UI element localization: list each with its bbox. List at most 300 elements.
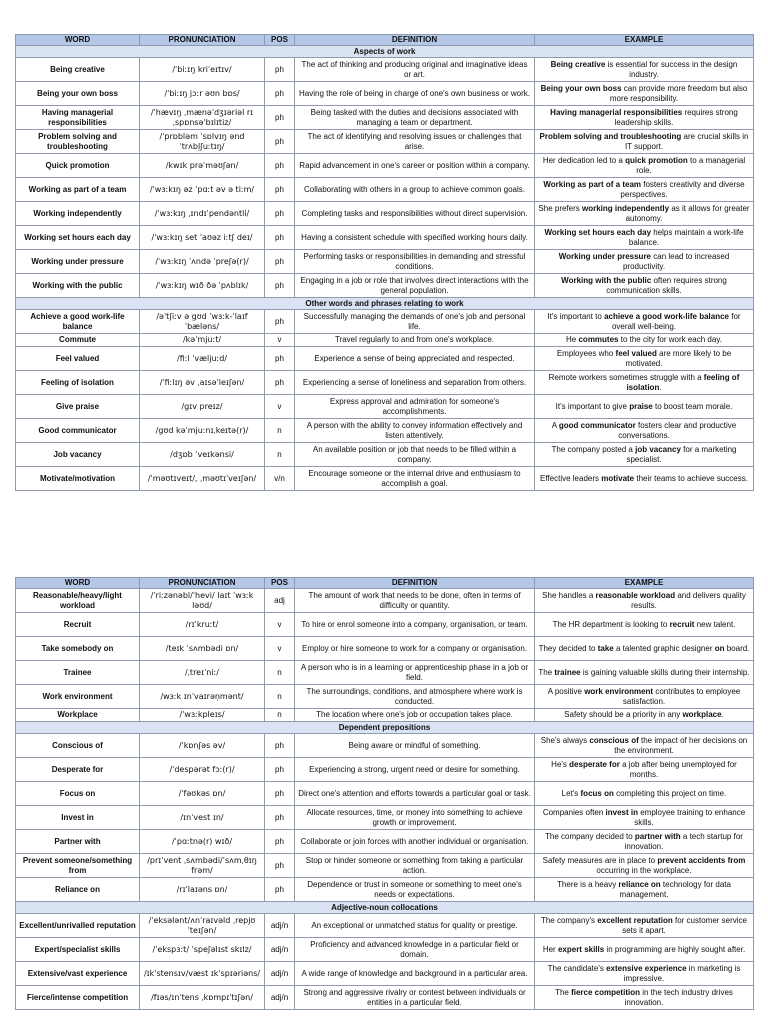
- example-text: The company decided to: [545, 831, 635, 841]
- definition-cell: Completing tasks and responsibilities without direct supervision.: [295, 202, 535, 226]
- word-cell: Working under pressure: [16, 250, 140, 274]
- definition-cell: To hire or enrol someone into a company, organisation, or team.: [295, 613, 535, 637]
- example-cell: [535, 347, 754, 371]
- word-cell: Working with the public: [16, 274, 140, 298]
- pronunciation-cell: /ˈeksələnt/ʌnˈraɪvəld ˌrepjʊˈteɪʃən/: [140, 914, 265, 938]
- column-header: PRONUNCIATION: [140, 578, 265, 589]
- example-cell: [535, 202, 754, 226]
- vocab-row: [16, 938, 754, 962]
- example-text: a job after being unemployed for months.: [619, 759, 737, 779]
- pos-cell: ph: [265, 854, 295, 878]
- vocab-row: [16, 395, 754, 419]
- definition-cell: The act of identifying and resolving issues or challenges that arise.: [295, 130, 535, 154]
- example-text: for a marketing specialist.: [626, 444, 737, 464]
- section-header-row: [16, 722, 754, 734]
- definition-cell: Travel regularly to and from one's workplace.: [295, 334, 535, 347]
- pronunciation-cell: /ˈwɜːkpleɪs/: [140, 709, 265, 722]
- example-highlight: Problem solving and troubleshooting: [539, 131, 682, 141]
- definition-cell: The surroundings, conditions, and atmosphere where work is conducted.: [295, 685, 535, 709]
- example-text: for customer service sets it apart.: [622, 915, 748, 935]
- column-header: DEFINITION: [295, 578, 535, 589]
- example-text: The HR department is looking to: [552, 619, 670, 629]
- example-cell: [535, 613, 754, 637]
- example-text: The company posted a: [551, 444, 636, 454]
- example-cell: [535, 467, 754, 491]
- pronunciation-cell: /ɪkˈstensɪv/væst ɪkˈspɪəriəns/: [140, 962, 265, 986]
- example-cell: [535, 154, 754, 178]
- example-text: A: [551, 420, 559, 430]
- example-highlight: partner with: [634, 831, 681, 841]
- pos-cell: adj/n: [265, 986, 295, 1010]
- example-highlight: focus on: [580, 788, 614, 798]
- pronunciation-cell: /ˈpɑːtnə(r) wɪð/: [140, 830, 265, 854]
- word-cell: Good communicator: [16, 419, 140, 443]
- example-text: helps maintain a work-life balance.: [628, 227, 744, 247]
- section-title: Adjective-noun collocations: [16, 902, 754, 914]
- pronunciation-cell: /rɪˈlaɪəns ɒn/: [140, 878, 265, 902]
- example-cell: [535, 806, 754, 830]
- example-text: Her: [542, 944, 558, 954]
- example-highlight: expert skills: [557, 944, 605, 954]
- word-cell: Motivate/motivation: [16, 467, 140, 491]
- word-cell: Having managerial responsibilities: [16, 106, 140, 130]
- column-header: WORD: [16, 35, 140, 46]
- example-text: Her dedication led to a: [542, 155, 626, 165]
- definition-cell: Stop or hinder someone or something from taking a particular action.: [295, 854, 535, 878]
- column-header: EXAMPLE: [535, 35, 754, 46]
- pronunciation-cell: /ɪnˈvest ɪn/: [140, 806, 265, 830]
- example-text: They decided to: [538, 643, 598, 653]
- column-header: POS: [265, 578, 295, 589]
- example-highlight: praise: [629, 401, 653, 411]
- example-text: It's important to give: [555, 401, 630, 411]
- example-text: completing this project on time.: [613, 788, 727, 798]
- example-text: their teams to achieve success.: [634, 473, 748, 483]
- definition-cell: Collaborate or join forces with another individual or organisation.: [295, 830, 535, 854]
- example-highlight: working independently: [581, 203, 670, 213]
- definition-cell: The act of thinking and producing original and imaginative ideas or art.: [295, 58, 535, 82]
- word-cell: Partner with: [16, 830, 140, 854]
- vocab-row: [16, 613, 754, 637]
- word-cell: Conscious of: [16, 734, 140, 758]
- definition-cell: Having a consistent schedule with specified working hours daily.: [295, 226, 535, 250]
- example-text: to a managerial role.: [636, 155, 746, 175]
- pos-cell: ph: [265, 310, 295, 334]
- example-text: The company's: [540, 915, 598, 925]
- vocab-row: [16, 130, 754, 154]
- example-highlight: Working set hours each day: [544, 227, 652, 237]
- example-text: to the city for work each day.: [618, 335, 722, 344]
- example-cell: [535, 334, 754, 347]
- example-highlight: Being your own boss: [540, 83, 622, 93]
- definition-cell: An exceptional or unmatched status for quality or prestige.: [295, 914, 535, 938]
- definition-cell: Employ or hire someone to work for a company or organisation.: [295, 637, 535, 661]
- vocab-row: [16, 661, 754, 685]
- word-cell: Problem solving and troubleshooting: [16, 130, 140, 154]
- example-cell: [535, 962, 754, 986]
- example-highlight: feel valued: [615, 348, 657, 358]
- word-cell: Excellent/unrivalled reputation: [16, 914, 140, 938]
- word-cell: Working as part of a team: [16, 178, 140, 202]
- pronunciation-cell: /prɪˈvent ˌsʌmbədi/ˈsʌmˌθɪŋ frəm/: [140, 854, 265, 878]
- example-highlight: Having managerial responsibilities: [550, 107, 683, 117]
- word-cell: Focus on: [16, 782, 140, 806]
- pos-cell: n: [265, 685, 295, 709]
- example-highlight: Being creative: [550, 59, 606, 69]
- example-cell: [535, 914, 754, 938]
- example-highlight: on: [714, 643, 725, 653]
- vocabulary-table-2: [15, 577, 754, 1010]
- example-cell: [535, 178, 754, 202]
- section-header-row: [16, 46, 754, 58]
- example-highlight: work environment: [584, 686, 654, 696]
- definition-cell: The location where one's job or occupation takes place.: [295, 709, 535, 722]
- example-highlight: job vacancy: [635, 444, 681, 454]
- example-text: Let's: [561, 788, 581, 798]
- example-text: is gaining valuable skills during their internship.: [580, 667, 750, 677]
- word-cell: Desperate for: [16, 758, 140, 782]
- word-cell: Expert/specialist skills: [16, 938, 140, 962]
- example-text: often requires strong communication skills.: [606, 275, 727, 295]
- example-text: the impact of her decisions on the environment.: [614, 735, 748, 755]
- header-row: [16, 35, 754, 46]
- pos-cell: n: [265, 419, 295, 443]
- pronunciation-cell: /ˈfəʊkəs ɒn/: [140, 782, 265, 806]
- example-highlight: extensive experience: [606, 963, 687, 973]
- word-cell: Feeling of isolation: [16, 371, 140, 395]
- example-text: A positive: [547, 686, 585, 696]
- header-row: [16, 578, 754, 589]
- example-text: .: [659, 382, 662, 392]
- word-cell: Workplace: [16, 709, 140, 722]
- example-text: He's: [551, 759, 570, 769]
- vocab-row: [16, 758, 754, 782]
- example-cell: [535, 878, 754, 902]
- column-header: EXAMPLE: [535, 578, 754, 589]
- example-highlight: fierce competition: [571, 987, 640, 997]
- pronunciation-cell: /ˈekspɜːt/ ˈspeʃəlɪst skɪlz/: [140, 938, 265, 962]
- example-cell: [535, 830, 754, 854]
- example-text: can lead to increased productivity.: [622, 251, 730, 271]
- pos-cell: ph: [265, 274, 295, 298]
- example-highlight: recruit: [669, 619, 695, 629]
- example-cell: [535, 758, 754, 782]
- pos-cell: adj: [265, 589, 295, 613]
- example-highlight: commutes: [578, 335, 619, 344]
- word-cell: Give praise: [16, 395, 140, 419]
- definition-cell: Express approval and admiration for someone's accomplishments.: [295, 395, 535, 419]
- example-cell: [535, 310, 754, 334]
- definition-cell: A person with the ability to convey information effectively and listen attentively.: [295, 419, 535, 443]
- vocab-row: [16, 637, 754, 661]
- word-cell: Recruit: [16, 613, 140, 637]
- pos-cell: ph: [265, 154, 295, 178]
- example-text: She prefers: [538, 203, 582, 213]
- pronunciation-cell: /rɪˈkruːt/: [140, 613, 265, 637]
- pronunciation-cell: /ˈwɜːkɪŋ wɪð ðə ˈpʌblɪk/: [140, 274, 265, 298]
- example-cell: [535, 371, 754, 395]
- example-highlight: feeling of isolation: [626, 372, 740, 392]
- vocab-row: [16, 106, 754, 130]
- vocab-row: [16, 589, 754, 613]
- pronunciation-cell: /dʒɒb ˈveɪkənsi/: [140, 443, 265, 467]
- word-cell: Job vacancy: [16, 443, 140, 467]
- example-text: employee training to enhance skills.: [634, 807, 746, 827]
- example-cell: [535, 395, 754, 419]
- word-cell: Reliance on: [16, 878, 140, 902]
- word-cell: Feel valued: [16, 347, 140, 371]
- pos-cell: ph: [265, 830, 295, 854]
- example-text: The: [555, 987, 572, 997]
- section-title: Aspects of work: [16, 46, 754, 58]
- example-highlight: motivate: [601, 473, 635, 483]
- vocab-row: [16, 443, 754, 467]
- vocab-row: [16, 347, 754, 371]
- word-cell: Quick promotion: [16, 154, 140, 178]
- word-cell: Extensive/vast experience: [16, 962, 140, 986]
- pronunciation-cell: /kəˈmjuːt/: [140, 334, 265, 347]
- pos-cell: adj/n: [265, 914, 295, 938]
- example-text: a talented graphic designer: [613, 643, 715, 653]
- pronunciation-cell: /ˈwɜːkɪŋ ˈʌndə ˈpreʃə(r)/: [140, 250, 265, 274]
- pos-cell: n: [265, 661, 295, 685]
- pos-cell: v: [265, 637, 295, 661]
- pos-cell: ph: [265, 758, 295, 782]
- vocab-row: [16, 782, 754, 806]
- example-text: a tech startup for innovation.: [624, 831, 743, 851]
- vocab-row: [16, 830, 754, 854]
- example-text: fosters clear and productive conversations.: [618, 420, 737, 440]
- example-cell: [535, 82, 754, 106]
- example-cell: [535, 709, 754, 722]
- example-cell: [535, 685, 754, 709]
- pos-cell: ph: [265, 82, 295, 106]
- definition-cell: A person who is in a learning or apprenticeship phase in a job or field.: [295, 661, 535, 685]
- word-cell: Commute: [16, 334, 140, 347]
- vocab-row: [16, 334, 754, 347]
- definition-cell: Encourage someone or the internal drive and enthusiasm to accomplish a goal.: [295, 467, 535, 491]
- pronunciation-cell: /ˌtreɪˈniː/: [140, 661, 265, 685]
- definition-cell: The amount of work that needs to be done, often in terms of difficulty or quantity.: [295, 589, 535, 613]
- pronunciation-cell: /ˈbiːɪŋ kriˈeɪtɪv/: [140, 58, 265, 82]
- definition-cell: Experiencing a strong, urgent need or desire for something.: [295, 758, 535, 782]
- example-text: Effective leaders: [540, 473, 602, 483]
- example-text: is essential for success in the design industry.: [605, 59, 738, 79]
- example-highlight: quick promotion: [625, 155, 688, 165]
- example-text: in programming are highly sought after.: [604, 944, 746, 954]
- pos-cell: ph: [265, 250, 295, 274]
- pos-cell: v: [265, 395, 295, 419]
- example-cell: [535, 782, 754, 806]
- example-text: It's important to: [547, 311, 605, 321]
- example-highlight: Working as part of a team: [543, 179, 642, 189]
- example-highlight: conscious of: [589, 735, 639, 745]
- word-cell: Take somebody on: [16, 637, 140, 661]
- example-cell: [535, 250, 754, 274]
- example-highlight: Working with the public: [561, 275, 652, 285]
- pos-cell: n: [265, 709, 295, 722]
- definition-cell: Experiencing a sense of loneliness and separation from others.: [295, 371, 535, 395]
- vocab-row: [16, 310, 754, 334]
- section-header-row: [16, 902, 754, 914]
- pronunciation-cell: /əˈtʃiːv ə gʊd ˈwɜːk-ˈlaɪf ˈbæləns/: [140, 310, 265, 334]
- example-cell: [535, 589, 754, 613]
- pos-cell: ph: [265, 226, 295, 250]
- example-text: for overall well-being.: [611, 311, 741, 331]
- vocab-row: [16, 734, 754, 758]
- column-header: WORD: [16, 578, 140, 589]
- example-highlight: good communicator: [558, 420, 636, 430]
- example-text: She handles a: [542, 590, 596, 600]
- example-highlight: Working under pressure: [558, 251, 652, 261]
- vocab-row: [16, 986, 754, 1010]
- pronunciation-cell: /wɜːk ɪnˈvaɪrən̩mənt/: [140, 685, 265, 709]
- example-text: can provide more freedom but also more responsibility.: [609, 83, 748, 103]
- pos-cell: ph: [265, 371, 295, 395]
- example-text: are crucial skills in IT support.: [624, 131, 749, 151]
- pronunciation-cell: /kwɪk prəˈməʊʃən/: [140, 154, 265, 178]
- vocab-row: [16, 58, 754, 82]
- example-text: in the tech industry drives innovation.: [624, 987, 733, 1007]
- vocab-row: [16, 709, 754, 722]
- vocab-row: [16, 274, 754, 298]
- section-title: Other words and phrases relating to work: [16, 298, 754, 310]
- pos-cell: ph: [265, 106, 295, 130]
- vocab-row: [16, 914, 754, 938]
- example-cell: [535, 443, 754, 467]
- example-text: as it allows for greater autonomy.: [625, 203, 750, 223]
- pronunciation-cell: /gʊd kəˈmjuːnɪˌkeɪtə(r)/: [140, 419, 265, 443]
- column-header: DEFINITION: [295, 35, 535, 46]
- example-text: contributes to employee satisfaction.: [622, 686, 741, 706]
- example-text: There is a heavy: [557, 879, 619, 889]
- example-text: She's always: [540, 735, 590, 745]
- pos-cell: ph: [265, 202, 295, 226]
- pos-cell: ph: [265, 734, 295, 758]
- definition-cell: Proficiency and advanced knowledge in a particular field or domain.: [295, 938, 535, 962]
- pos-cell: ph: [265, 58, 295, 82]
- word-cell: Prevent someone/something from: [16, 854, 140, 878]
- vocab-row: [16, 962, 754, 986]
- example-cell: [535, 419, 754, 443]
- example-cell: [535, 274, 754, 298]
- definition-cell: A wide range of knowledge and background in a particular area.: [295, 962, 535, 986]
- vocab-row: [16, 685, 754, 709]
- example-text: new talent.: [694, 619, 736, 629]
- definition-cell: Collaborating with others in a group to achieve common goals.: [295, 178, 535, 202]
- example-highlight: excellent reputation: [597, 915, 673, 925]
- example-highlight: reasonable workload: [595, 590, 676, 600]
- column-header: POS: [265, 35, 295, 46]
- example-cell: [535, 734, 754, 758]
- example-text: are more likely to be motivated.: [625, 348, 732, 368]
- pos-cell: v: [265, 334, 295, 347]
- section-title: Dependent prepositions: [16, 722, 754, 734]
- word-cell: Reasonable/heavy/light workload: [16, 589, 140, 613]
- example-cell: [535, 226, 754, 250]
- example-text: to boost team morale.: [652, 401, 733, 411]
- pronunciation-cell: /ˈwɜːkɪŋ set ˈaʊəz iːtʃ deɪ/: [140, 226, 265, 250]
- example-text: in marketing is impressive.: [623, 963, 741, 983]
- pronunciation-cell: /ˈbiːɪŋ jɔːr əʊn bɒs/: [140, 82, 265, 106]
- example-text: .: [721, 710, 724, 719]
- vocab-row: [16, 250, 754, 274]
- word-cell: Trainee: [16, 661, 140, 685]
- pronunciation-cell: /ˈwɜːkɪŋ ˌɪndɪˈpendəntli/: [140, 202, 265, 226]
- definition-cell: Being aware or mindful of something.: [295, 734, 535, 758]
- example-cell: [535, 106, 754, 130]
- example-highlight: desperate for: [569, 759, 620, 769]
- word-cell: Working independently: [16, 202, 140, 226]
- example-text: The: [538, 667, 555, 677]
- pronunciation-cell: /ˈhævɪŋ ˌmænəˈdʒɪəriəl rɪˌspɒnsəˈbɪlɪtiz/: [140, 106, 265, 130]
- pronunciation-cell: /ˈriːzənəbl/ˈhevi/ laɪt ˈwɜːk ləʊd/: [140, 589, 265, 613]
- example-text: Companies often: [542, 807, 606, 817]
- word-cell: Achieve a good work-life balance: [16, 310, 140, 334]
- pronunciation-cell: /ˈdespərət fɔː(r)/: [140, 758, 265, 782]
- definition-cell: An available position or job that needs to be filled within a company.: [295, 443, 535, 467]
- example-text: The candidate's: [547, 963, 607, 973]
- definition-cell: Strong and aggressive rivalry or contest between individuals or entities in a particular field.: [295, 986, 535, 1010]
- definition-cell: Allocate resources, time, or money into something to achieve growth or improvement.: [295, 806, 535, 830]
- pronunciation-cell: /gɪv preɪz/: [140, 395, 265, 419]
- definition-cell: Direct one's attention and efforts towards a particular goal or task.: [295, 782, 535, 806]
- definition-cell: Performing tasks or responsibilities in demanding and stressful conditions.: [295, 250, 535, 274]
- vocab-row: [16, 226, 754, 250]
- word-cell: Working set hours each day: [16, 226, 140, 250]
- vocab-row: [16, 806, 754, 830]
- column-header: PRONUNCIATION: [140, 35, 265, 46]
- pronunciation-cell: /ˈprɒbləm ˈsɒlvɪŋ ənd ˈtrʌbl̩ʃuːtɪŋ/: [140, 130, 265, 154]
- pos-cell: ph: [265, 130, 295, 154]
- example-cell: [535, 661, 754, 685]
- example-text: technology for data management.: [619, 879, 731, 899]
- example-highlight: invest in: [605, 807, 638, 817]
- example-highlight: achieve a good work-life balance: [604, 311, 730, 321]
- vocab-row: [16, 178, 754, 202]
- vocab-row: [16, 82, 754, 106]
- vocab-row: [16, 878, 754, 902]
- pos-cell: ph: [265, 878, 295, 902]
- example-cell: [535, 130, 754, 154]
- example-text: requires strong leadership skills.: [614, 107, 738, 127]
- vocab-row: [16, 202, 754, 226]
- pos-cell: adj/n: [265, 938, 295, 962]
- pronunciation-cell: /ˈkɒnʃəs əv/: [140, 734, 265, 758]
- vocab-row: [16, 854, 754, 878]
- pos-cell: v/n: [265, 467, 295, 491]
- word-cell: Invest in: [16, 806, 140, 830]
- pos-cell: ph: [265, 347, 295, 371]
- example-text: He: [566, 335, 579, 344]
- word-cell: Being your own boss: [16, 82, 140, 106]
- vocab-row: [16, 467, 754, 491]
- word-cell: Fierce/intense competition: [16, 986, 140, 1010]
- pos-cell: ph: [265, 782, 295, 806]
- example-highlight: take: [597, 643, 614, 653]
- example-cell: [535, 938, 754, 962]
- definition-cell: Rapid advancement in one's career or position within a company.: [295, 154, 535, 178]
- definition-cell: Dependence or trust in someone or something to meet one's needs or expectations.: [295, 878, 535, 902]
- example-cell: [535, 854, 754, 878]
- example-text: fosters creativity and diverse perspectives.: [620, 179, 745, 199]
- pos-cell: n: [265, 443, 295, 467]
- pos-cell: ph: [265, 806, 295, 830]
- definition-cell: Engaging in a job or role that involves direct interactions with the general population.: [295, 274, 535, 298]
- pronunciation-cell: /teɪk ˈsʌmbədi ɒn/: [140, 637, 265, 661]
- vocabulary-table-1: [15, 34, 754, 491]
- vocab-row: [16, 371, 754, 395]
